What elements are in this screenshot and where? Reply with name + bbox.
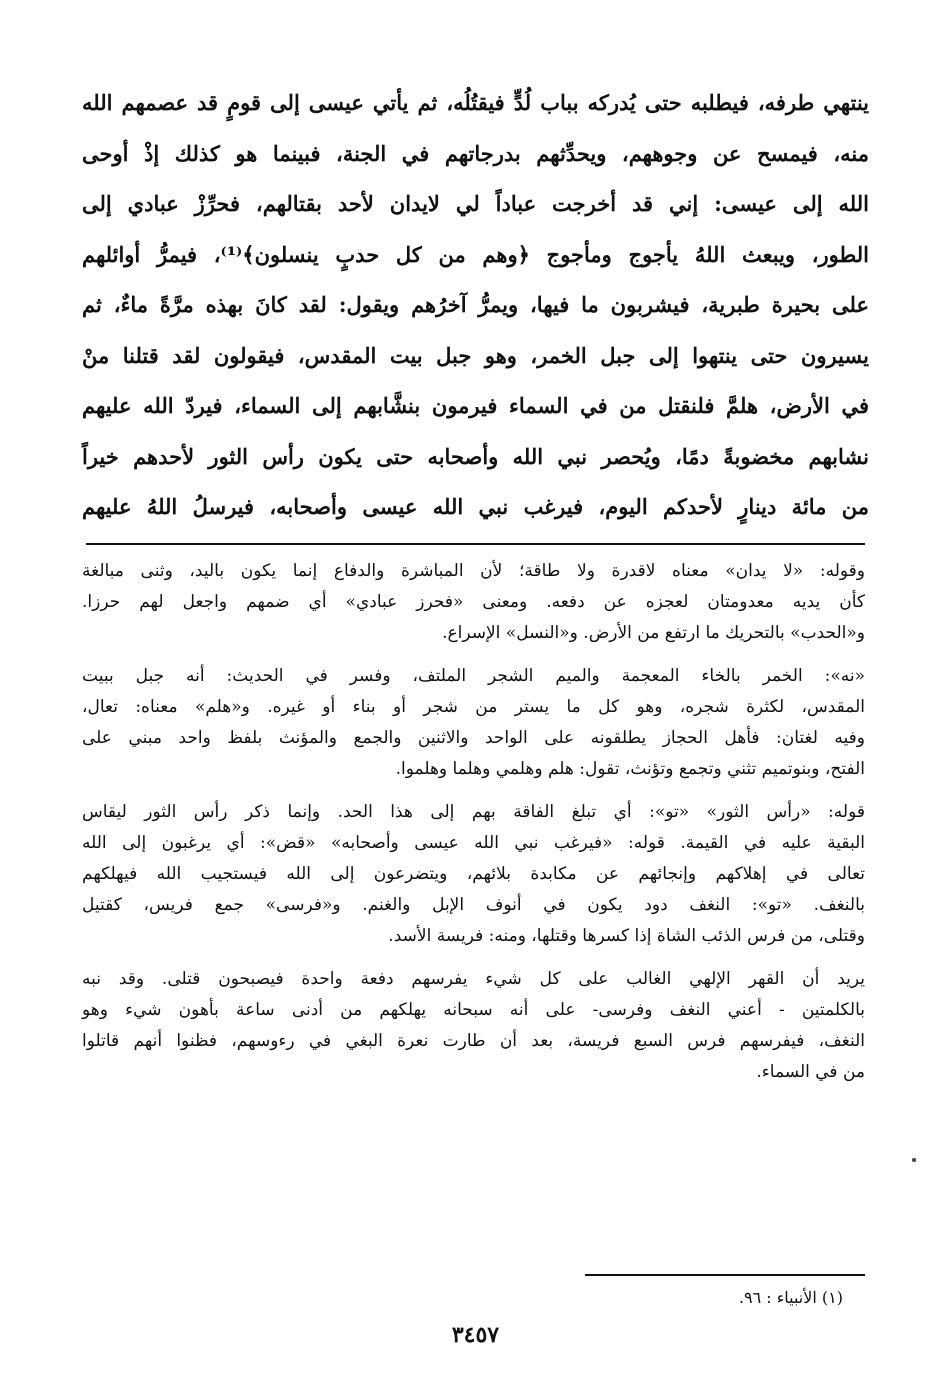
commentary-line: وفيه لغتان: فأهل الحجاز يطلقونه على الواحد والاثنين والجمع والمؤنث بلفظ واحد مبني على bbox=[82, 728, 865, 748]
main-text-line: من مائة دينارٍ لأحدكم اليوم، فيرغب نبي الله عيسى وأصحابه، فيرسلُ اللهُ عليهم bbox=[82, 494, 869, 519]
commentary-line: بالكلمتين - أعني النغف وفرسى- على أنه سبحانه يهلكهم من أدنى ساعة بأهون شيء وهو bbox=[82, 1000, 865, 1020]
commentary-line: كأن يديه معدومتان لعجزه عن دفعه. ومعنى «فحرز عبادي» أي ضمهم واجعل لهم حرزا. bbox=[82, 592, 865, 612]
commentary-line: وقوله: «لا يدان» معناه لاقدرة ولا طاقة؛ لأن المباشرة والدفاع إنما يكون باليد، وثنى مبالغة bbox=[82, 561, 865, 581]
commentary-line: و«الحدب» بالتحريك ما ارتفع من الأرض. و«النسل» الإسراع. bbox=[442, 623, 865, 643]
main-text-line: الله إلى عيسى: إني قد أخرجت عباداً لي لايدان لأحد بقتالهم، فحرِّزْ عبادي إلى bbox=[82, 191, 869, 216]
commentary-paragraph bbox=[82, 964, 865, 1088]
main-text-line: الطور، ويبعث اللهُ يأجوج ومأجوج ﴿وهم من كل حدبٍ ينسلون﴾⁽¹⁾، فيمرُّ أوائلهم bbox=[82, 241, 869, 267]
commentary-line: الفتح، وبنوتميم تثني وتجمع وتؤنث، تقول: هلم وهلمي وهلما وهلموا. bbox=[395, 759, 865, 779]
footnote-divider bbox=[585, 1274, 865, 1276]
commentary-line: النغف، فيفرسهم فرس السبع فريسة، بعد أن طارت نعرة البغي في رءوسهم، فظنوا أنهم قاتلوا bbox=[82, 1031, 865, 1051]
commentary-section bbox=[82, 556, 865, 1100]
main-text-line: ينتهي طرفه، فيطلبه حتى يُدركه بباب لُدٍّ فيقتُلُه، ثم يأتي عيسى إلى قومٍ قد عصمهم الله bbox=[82, 90, 869, 115]
main-text-line: على بحيرة طبرية، فيشربون ما فيها، ويمرُّ آخرُهم ويقول: لقد كانَ بهذه مرَّةً ماءٌ، ثم bbox=[82, 292, 869, 317]
commentary-line: تعالى في إهلاكهم وإنجائهم عن مكابدة بلائهم، ويتضرعون إلى الله فيستجيب الله فيهلكهم bbox=[82, 864, 865, 884]
commentary-paragraph bbox=[82, 797, 865, 952]
commentary-line: وقتلى، من فرس الذئب الشاة إذا كسرها وقتلها، ومنه: فريسة الأسد. bbox=[388, 926, 865, 946]
margin-mark bbox=[912, 1158, 916, 1162]
footnote: (١) الأنبياء : ٩٦. bbox=[738, 1288, 843, 1307]
main-text-line: نشابهم مخضوبةً دمًا، ويُحصر نبي الله وأصحابه حتى يكون رأس الثور لأحدهم خيراً bbox=[82, 443, 869, 469]
commentary-paragraph bbox=[82, 556, 865, 649]
commentary-line: البقية عليه في القيمة. قوله: «فيرغب نبي الله عيسى وأصحابه» «قض»: أي يرغبون إلى الله bbox=[82, 833, 865, 853]
commentary-paragraph bbox=[82, 661, 865, 785]
main-hadith-text bbox=[82, 78, 869, 533]
commentary-line: قوله: «رأس الثور» «تو»: أي تبلغ الفاقة بهم إلى هذا الحد. وإنما ذكر رأس الثور ليقاس bbox=[82, 802, 865, 822]
commentary-line: يريد أن القهر الإلهي الغالب على كل شيء يفرسهم دفعة واحدة فيصبحون قتلى. وقد نبه bbox=[82, 969, 865, 989]
page-number: ٣٤٥٧ bbox=[451, 1322, 500, 1348]
main-text-line: منه، فيمسح عن وجوههم، ويحدِّثهم بدرجاتهم في الجنة، فبينما هو كذلك إذْ أوحى bbox=[82, 140, 869, 166]
main-text-line: يسيرون حتى ينتهوا إلى جبل الخمر، وهو جبل بيت المقدس، فيقولون لقد قتلنا منْ bbox=[82, 342, 869, 368]
main-text-divider bbox=[86, 543, 865, 545]
commentary-line: من في السماء. bbox=[756, 1062, 865, 1082]
commentary-line: بالنغف. «تو»: النغف دود يكون في أنوف الإبل والغنم. و«فرسى» جمع فريس، كقتيل bbox=[82, 895, 865, 915]
commentary-line: المقدس، لكثرة شجره، وهو كل ما يستر من شجر أو بناء أو غيره. و«هلم» معناه: تعال، bbox=[82, 697, 865, 717]
main-text-line: في الأرض، هلمَّ فلنقتل من في السماء فيرمون بنشَّابهم إلى السماء، فيردّ الله عليهم bbox=[82, 393, 869, 418]
commentary-line: «نه»: الخمر بالخاء المعجمة والميم الشجر الملتف، وفسر في الحديث: أنه جبل ببيت bbox=[82, 666, 865, 686]
